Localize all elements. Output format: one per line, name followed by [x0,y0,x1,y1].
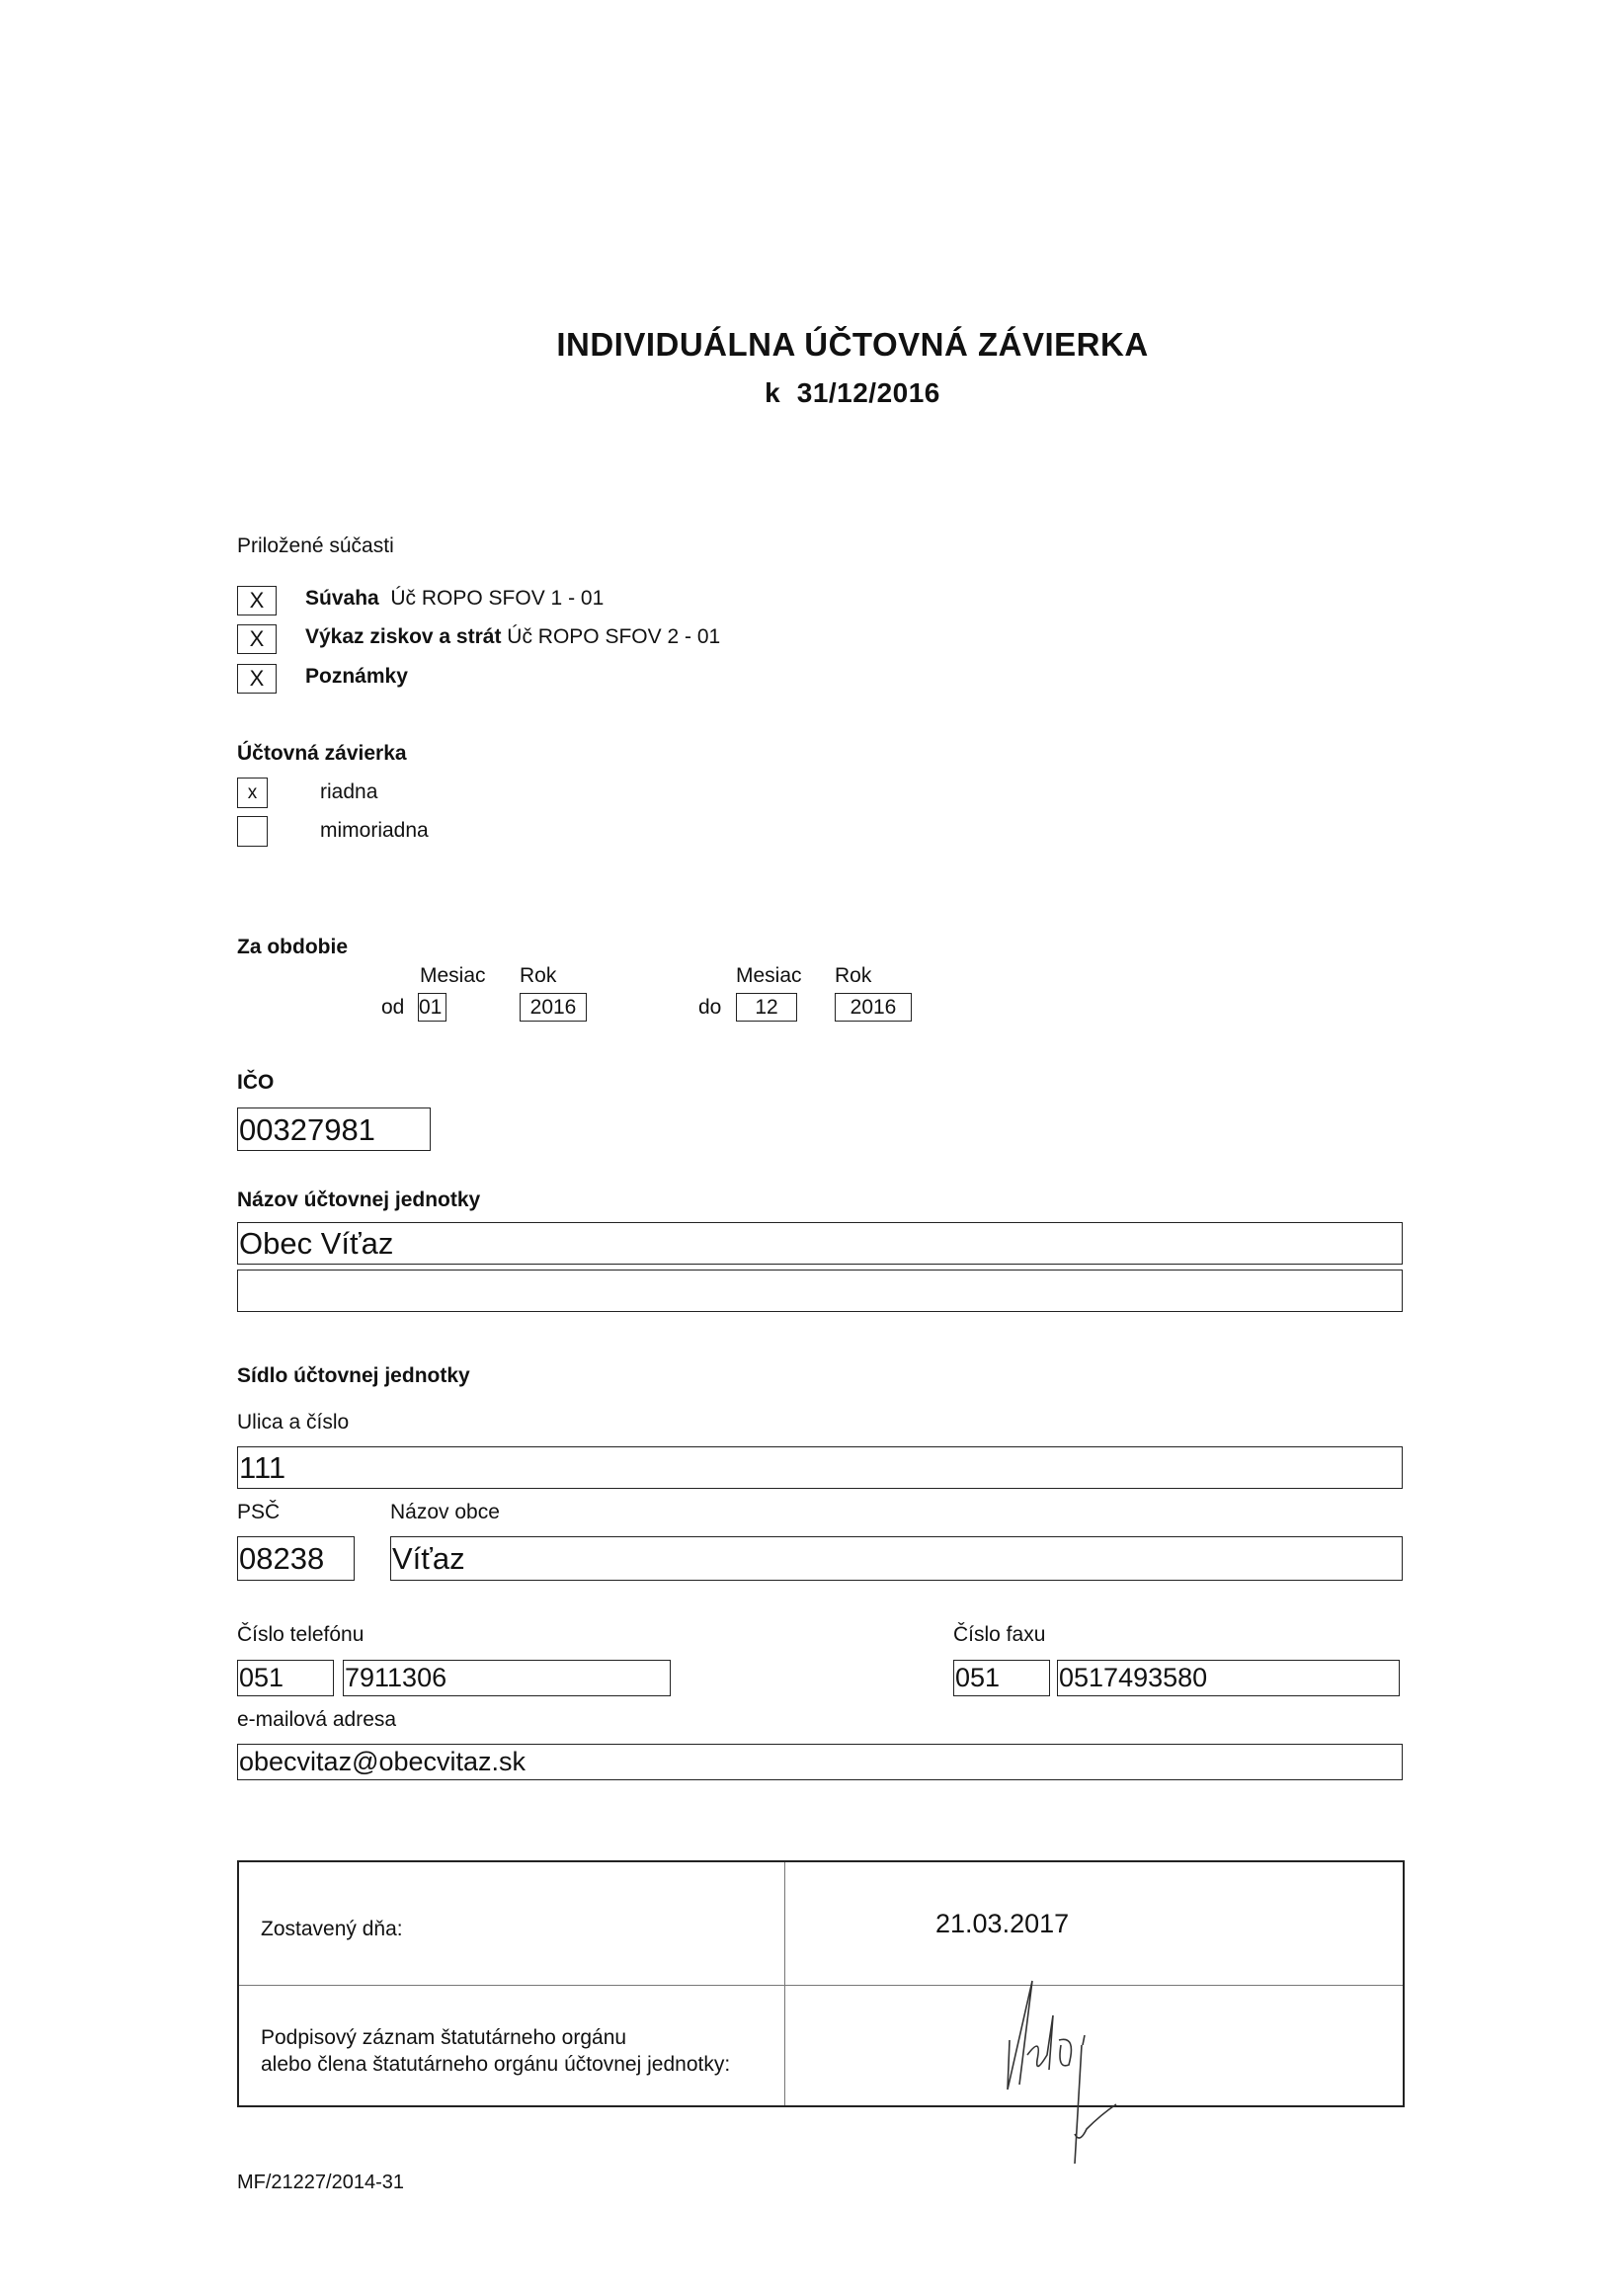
attachment-vykaz [305,625,720,649]
from-year-value: 2016 [529,995,577,1019]
from-label: od [381,996,405,1019]
from-month-label: Mesiac [420,964,486,987]
attachment-code: Úč ROPO SFOV 2 - 01 [507,625,721,648]
phone-label: Číslo telefónu [237,1623,364,1646]
to-label: do [698,996,722,1019]
option-riadna: riadna [320,780,378,803]
attachment-name: Výkaz ziskov a strát [305,625,502,648]
to-year-value: 2016 [850,995,897,1019]
option-mimoriadna: mimoriadna [320,819,429,842]
city-value: Víťaz [392,1541,465,1576]
name-value: Obec Víťaz [239,1226,394,1261]
attachment-code: Úč ROPO SFOV 1 - 01 [390,587,605,610]
document-date: k 31/12/2016 [765,377,940,408]
fax-label: Číslo faxu [953,1623,1046,1646]
period-label: Za obdobie [237,936,348,958]
from-year-field[interactable] [520,993,587,1022]
fax-prefix-field[interactable] [953,1660,1050,1696]
name-label: Názov účtovnej jednotky [237,1189,481,1211]
zip-value: 08238 [239,1541,325,1576]
fax-field[interactable] [1057,1660,1400,1696]
street-label: Ulica a číslo [237,1411,350,1434]
compiled-label: Zostavený dňa: [261,1918,403,1940]
checkbox-poznamky[interactable] [237,664,277,694]
to-year-label: Rok [835,964,872,987]
checkbox-vykaz[interactable] [237,624,277,654]
checkbox-mark: X [249,666,265,691]
from-month-value: 01 [419,995,443,1019]
phone-field[interactable] [343,1660,671,1696]
email-label: e-mailová adresa [237,1708,397,1731]
to-month-value: 12 [755,995,778,1019]
signature-label-2: alebo člena štatutárneho orgánu účtovnej jednotky: [261,2053,731,2076]
email-value: obecvitaz@obecvitaz.sk [239,1747,526,1776]
signature-label-1: Podpisový záznam štatutárneho orgánu [261,2026,627,2049]
closing-type-label: Účtovná závierka [237,742,407,765]
name-field-line2[interactable] [237,1270,1403,1312]
name-field-line1[interactable] [237,1222,1403,1265]
street-field[interactable] [237,1446,1403,1489]
table-vertical-divider [784,1862,785,2105]
city-label: Názov obce [390,1501,500,1523]
phone-prefix-field[interactable] [237,1660,334,1696]
zip-label: PSČ [237,1501,281,1523]
city-field[interactable] [390,1536,1403,1581]
ico-label: IČO [237,1071,275,1094]
attachments-label: Priložené súčasti [237,534,394,557]
from-month-field[interactable] [418,993,446,1022]
street-value: 111 [239,1450,286,1485]
checkbox-mark: x [247,781,258,803]
attachment-poznamky: Poznámky [305,665,408,688]
seat-label: Sídlo účtovnej jednotky [237,1364,470,1387]
to-month-field[interactable] [736,993,797,1022]
attachment-name: Súvaha [305,587,379,610]
fax-prefix-value: 051 [955,1663,1001,1692]
to-month-label: Mesiac [736,964,802,987]
ico-field[interactable] [237,1107,431,1151]
phone-value: 7911306 [345,1663,447,1692]
handwritten-signature [988,1976,1156,2173]
compiled-date: 21.03.2017 [935,1909,1070,1938]
phone-prefix-value: 051 [239,1663,284,1692]
checkbox-riadna[interactable] [237,778,268,808]
to-year-field[interactable] [835,993,912,1022]
zip-field[interactable] [237,1536,355,1581]
checkbox-mark: X [249,626,265,651]
from-year-label: Rok [520,964,557,987]
table-horizontal-divider [239,1985,1403,1986]
checkbox-suvaha[interactable] [237,586,277,615]
checkbox-mimoriadna[interactable] [237,816,268,847]
fax-value: 0517493580 [1059,1663,1208,1692]
document-title: INDIVIDUÁLNA ÚČTOVNÁ ZÁVIERKA [556,326,1149,363]
email-field[interactable] [237,1744,1403,1780]
ico-value: 00327981 [239,1111,375,1147]
checkbox-mark: X [249,588,265,613]
attachment-suvaha [305,587,604,611]
form-code: MF/21227/2014-31 [237,2172,405,2193]
